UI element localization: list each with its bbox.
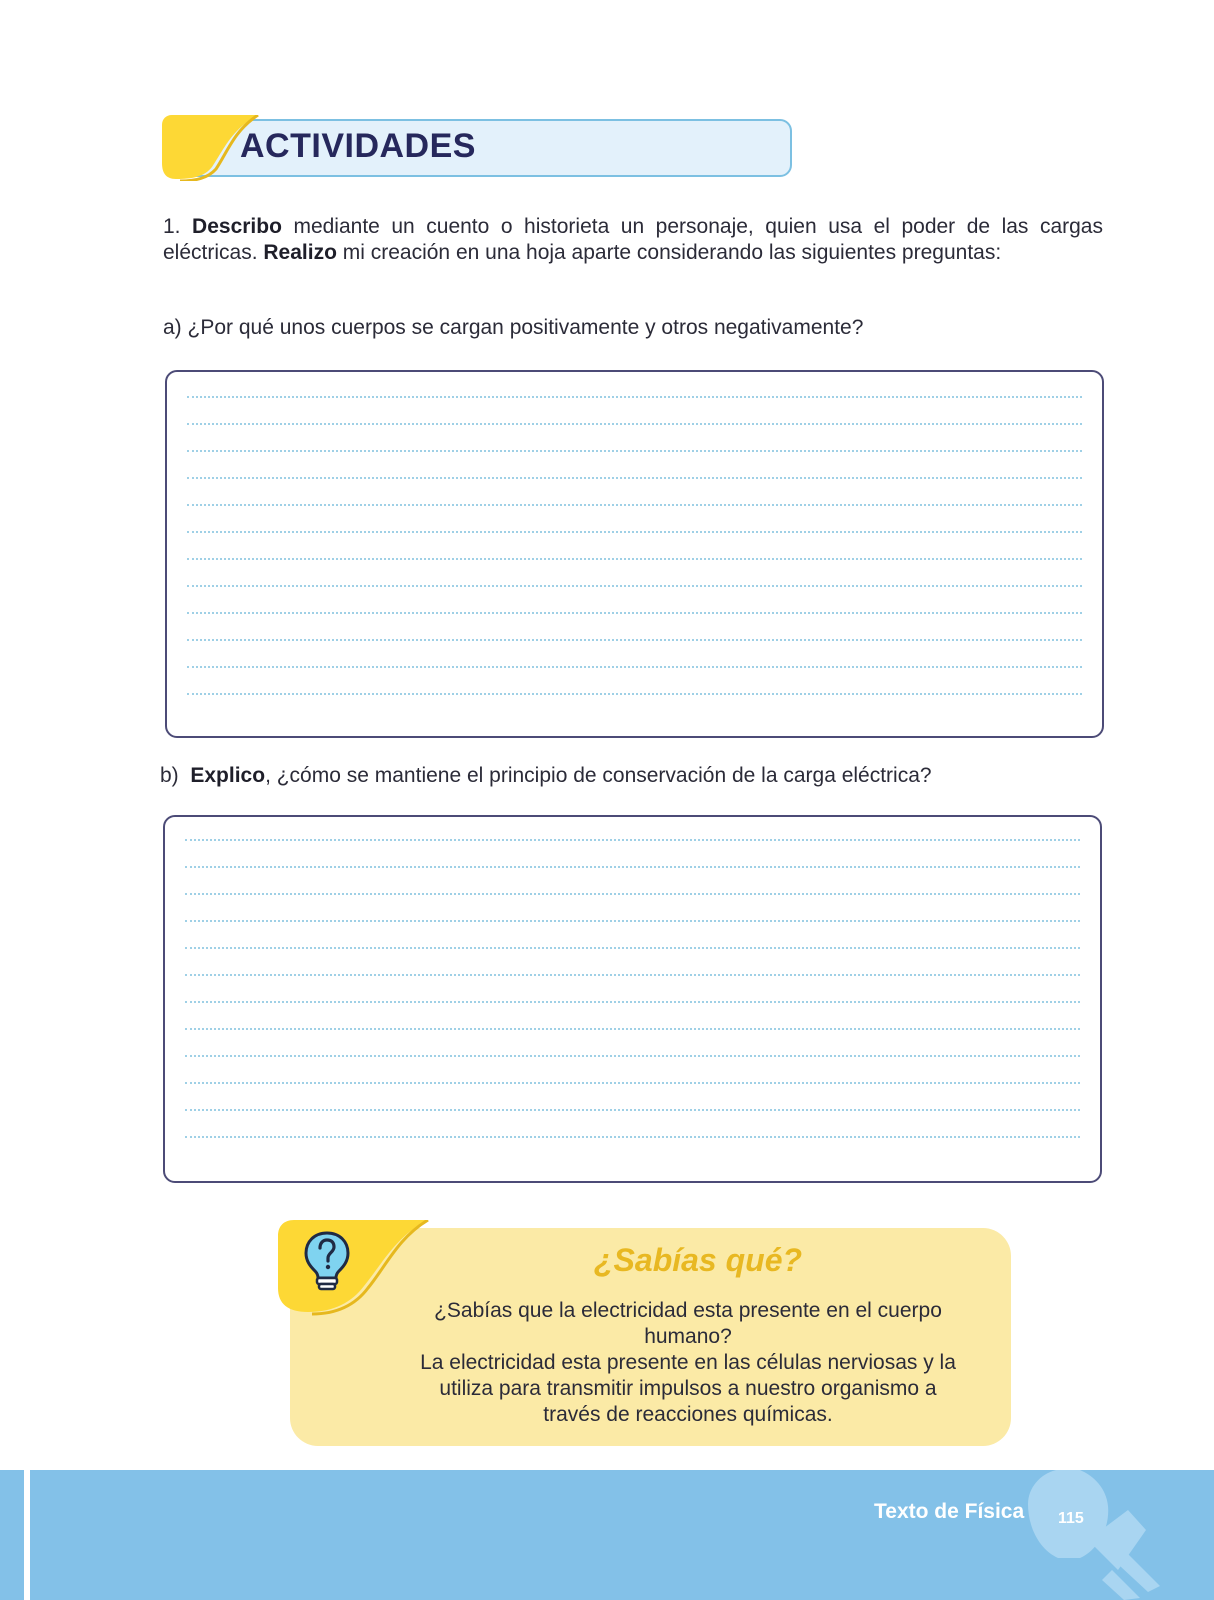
question-1-number: 1. xyxy=(163,215,181,238)
question-b-prefix: b) xyxy=(160,764,179,787)
writing-line xyxy=(185,920,1080,922)
writing-line xyxy=(187,423,1082,425)
writing-line xyxy=(185,1136,1080,1138)
did-you-know-box xyxy=(278,1220,1013,1448)
question-b-text: , ¿cómo se mantiene el principio de conservación de la carga eléctrica? xyxy=(265,764,932,787)
writing-line xyxy=(187,639,1082,641)
writing-line xyxy=(185,974,1080,976)
writing-line xyxy=(187,693,1082,695)
writing-line xyxy=(187,666,1082,668)
question-1-verb-realizo: Realizo xyxy=(263,241,337,264)
answer-box-b[interactable] xyxy=(163,815,1102,1183)
writing-line xyxy=(187,612,1082,614)
question-1 xyxy=(163,214,1103,266)
answer-box-a[interactable] xyxy=(165,370,1104,738)
activities-header xyxy=(162,115,794,181)
writing-line xyxy=(185,893,1080,895)
writing-line xyxy=(187,558,1082,560)
question-1-text-part2: mi creación en una hoja aparte considerando las siguientes preguntas: xyxy=(336,241,1002,264)
question-a: a) ¿Por qué unos cuerpos se cargan positivamente y otros negativamente? xyxy=(163,316,864,339)
writing-line xyxy=(187,531,1082,533)
footer-stripe xyxy=(24,1470,30,1600)
question-1-verb-describo: Describo xyxy=(192,215,282,238)
did-you-know-title: ¿Sabías qué? xyxy=(594,1242,803,1278)
activities-title: ACTIVIDADES xyxy=(240,127,476,165)
writing-line xyxy=(187,450,1082,452)
did-you-know-text xyxy=(408,1298,968,1428)
writing-line xyxy=(185,1109,1080,1111)
writing-line xyxy=(185,947,1080,949)
writing-line xyxy=(185,1001,1080,1003)
writing-line xyxy=(185,1028,1080,1030)
footer-book-title: Texto de Física xyxy=(874,1500,1025,1523)
writing-line xyxy=(185,866,1080,868)
did-you-know-answer: La electricidad esta presente en las células nerviosas y la utiliza para transmitir impulsos a nuestro organismo a través de reacciones químicas. xyxy=(420,1351,956,1426)
page-number: 115 xyxy=(1058,1510,1084,1527)
writing-line xyxy=(185,839,1080,841)
writing-line xyxy=(187,585,1082,587)
did-you-know-question: ¿Sabías que la electricidad esta presente en el cuerpo humano? xyxy=(434,1299,942,1348)
question-b xyxy=(160,764,932,788)
writing-line xyxy=(185,1082,1080,1084)
question-1-text-part1: mediante un cuento o historieta un personaje, quien usa el poder de las cargas eléctricas. xyxy=(163,215,1103,264)
page-footer xyxy=(0,1470,1214,1600)
rocket-icon xyxy=(1028,1470,1214,1600)
lightbulb-question-icon xyxy=(302,1230,352,1292)
writing-line xyxy=(187,504,1082,506)
question-b-verb: Explico xyxy=(190,764,266,787)
writing-line xyxy=(185,1055,1080,1057)
writing-line xyxy=(187,477,1082,479)
writing-line xyxy=(187,396,1082,398)
